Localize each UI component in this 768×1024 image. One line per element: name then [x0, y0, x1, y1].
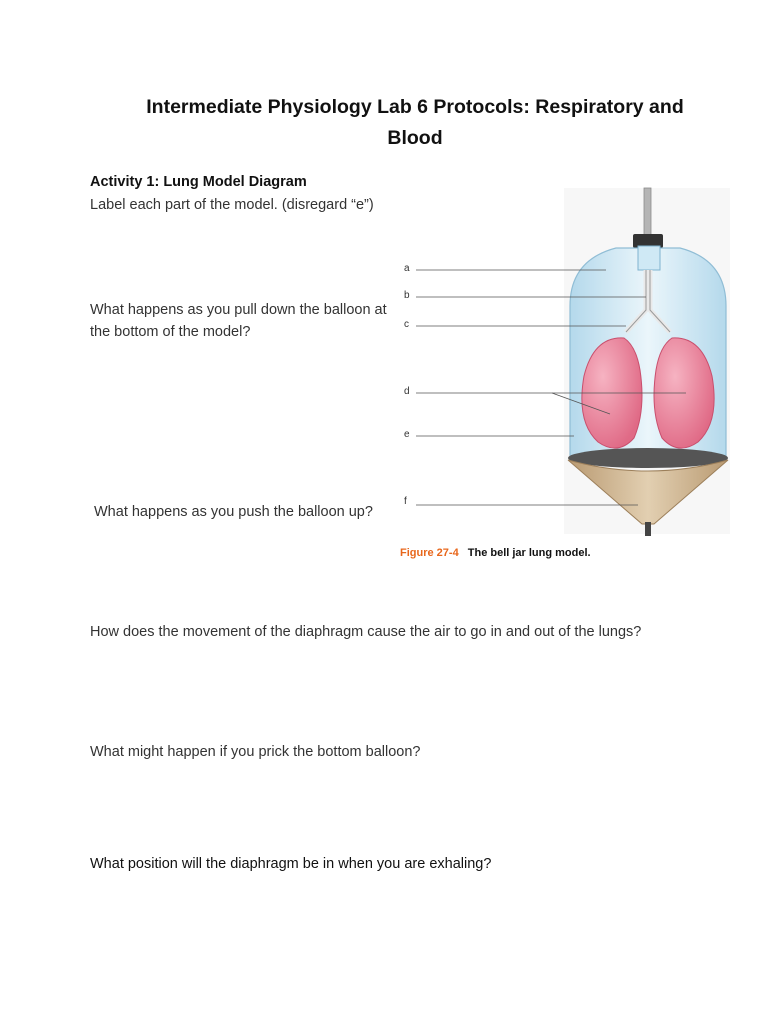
label-instruction: Label each part of the model. (disregard “e”)	[90, 197, 374, 213]
activity-heading: Activity 1: Lung Model Diagram	[90, 174, 307, 190]
question-exhale-position: What position will the diaphragm be in when you are exhaling?	[90, 856, 492, 872]
label-letter-b: b	[404, 290, 410, 301]
question-diaphragm-movement: How does the movement of the diaphragm cause the air to go in and out of the lungs?	[90, 624, 642, 640]
title-line-2: Blood	[387, 127, 443, 149]
label-letter-d: d	[404, 386, 410, 397]
title-line-1: Intermediate Physiology Lab 6 Protocols: Respiratory and	[146, 96, 684, 118]
question-pull-balloon: What happens as you pull down the balloon at the bottom of the model?	[90, 302, 387, 340]
figure-caption-text: The bell jar lung model.	[467, 547, 591, 559]
label-letter-f: f	[404, 496, 407, 507]
label-letter-c: c	[404, 319, 409, 330]
jar-neck	[638, 246, 660, 270]
label-letter-a: a	[404, 263, 410, 274]
tube-rod	[644, 188, 651, 236]
bell-jar-lung-model-figure	[398, 186, 738, 538]
jar-rim	[568, 448, 728, 468]
label-letter-e: e	[404, 429, 410, 440]
page-title	[120, 92, 710, 154]
figure-number: Figure 27-4	[400, 547, 459, 559]
diaphragm-handle	[645, 522, 651, 536]
question-push-balloon: What happens as you push the balloon up?	[94, 504, 373, 520]
question-prick-balloon: What might happen if you prick the bottom balloon?	[90, 744, 421, 760]
figure-caption	[400, 547, 591, 559]
